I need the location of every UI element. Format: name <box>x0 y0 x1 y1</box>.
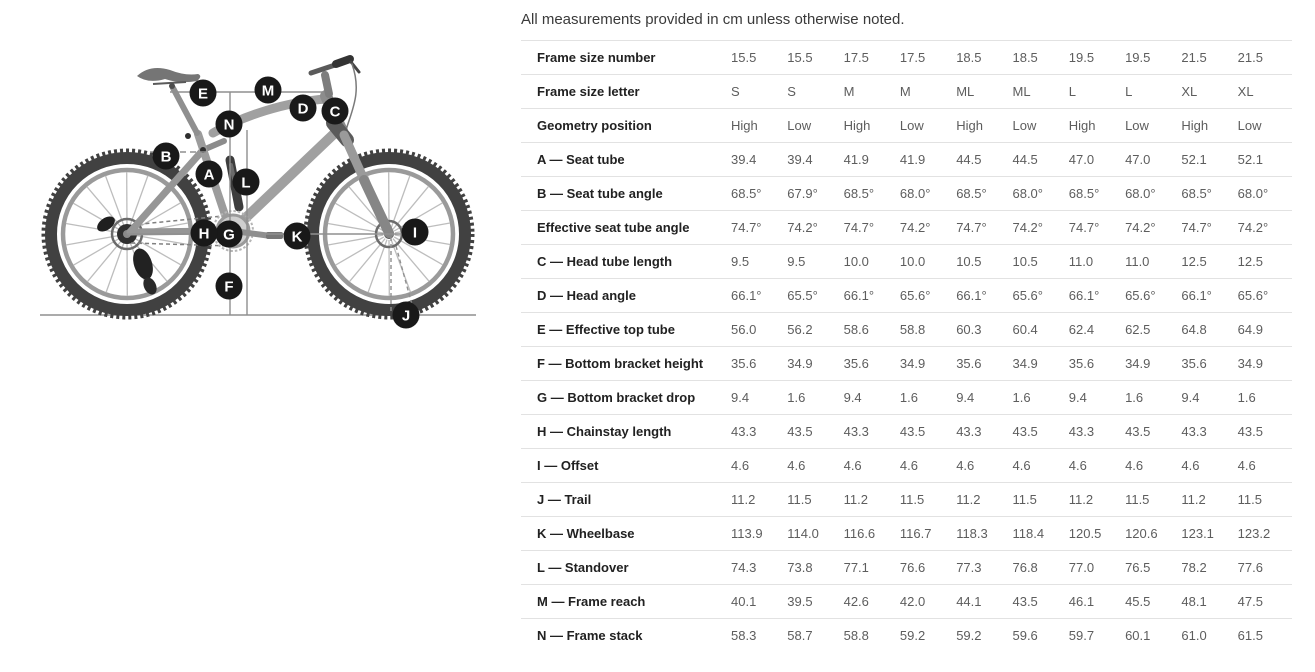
cell-value: 43.5 <box>1012 594 1038 609</box>
cell-value: 76.8 <box>1012 560 1038 575</box>
row-label: L — Standover <box>537 560 629 575</box>
cell-value: 68.5° <box>1068 186 1100 201</box>
bike-geometry-diagram <box>0 0 505 672</box>
diagram-label-I <box>402 219 429 246</box>
cell-value: 19.5 <box>1068 50 1095 65</box>
diagram-label-A <box>196 161 223 188</box>
cell-value: Low <box>787 118 812 133</box>
cell-value: 11.2 <box>1068 492 1094 507</box>
table-row <box>521 143 1292 177</box>
cell-value: Low <box>899 118 924 133</box>
cell-value: 60.1 <box>1125 628 1151 643</box>
cell-value: 43.5 <box>1012 424 1038 439</box>
grip <box>336 59 350 64</box>
label-letter: J <box>401 307 411 325</box>
cell-value: 10.5 <box>956 254 982 269</box>
cell-value: 78.2 <box>1181 560 1207 575</box>
diagram-label-B <box>153 143 180 170</box>
cell-value: 4.6 <box>1237 458 1256 473</box>
cell-value: 17.5 <box>843 50 869 65</box>
label-letter: F <box>224 278 234 296</box>
label-letter: H <box>198 225 210 243</box>
diagram-label-L <box>233 169 260 196</box>
cell-value: 61.5 <box>1237 628 1263 643</box>
cell-value: 66.1° <box>1181 288 1212 303</box>
diagram-label-J <box>393 302 420 329</box>
cell-value: 66.1° <box>1068 288 1100 303</box>
row-label: A — Seat tube <box>537 152 625 167</box>
row-label: C — Head tube length <box>537 254 673 269</box>
cell-value: 34.9 <box>1125 356 1151 371</box>
geometry-table-body <box>521 41 1292 653</box>
cell-value: 52.1 <box>1181 152 1207 167</box>
cell-value: M <box>843 84 855 99</box>
cell-value: 43.3 <box>1181 424 1207 439</box>
cell-value: 19.5 <box>1125 50 1151 65</box>
label-letter: L <box>241 174 251 192</box>
cell-value: M <box>899 84 911 99</box>
cell-value: 65.6° <box>1125 288 1156 303</box>
cell-value: Low <box>1237 118 1262 133</box>
cell-value: 77.6 <box>1237 560 1263 575</box>
cell-value: 74.7° <box>843 220 875 235</box>
row-label: Frame size number <box>537 50 656 65</box>
cell-value: 74.3 <box>731 560 757 575</box>
spoke <box>328 224 383 234</box>
cell-value: ML <box>1012 84 1031 99</box>
cell-value: 43.3 <box>843 424 869 439</box>
cell-value: 18.5 <box>1012 50 1038 65</box>
cell-value: 62.5 <box>1125 322 1151 337</box>
cell-value: 11.5 <box>1125 492 1150 507</box>
cell-value: 9.4 <box>731 390 750 405</box>
cell-value: High <box>731 118 758 133</box>
cell-value: 4.6 <box>956 458 975 473</box>
brake-cable <box>346 64 356 130</box>
row-label: M — Frame reach <box>537 594 646 609</box>
cell-value: 9.4 <box>1068 390 1087 405</box>
cell-value: S <box>787 84 796 99</box>
label-letter: E <box>197 85 209 103</box>
cell-value: 4.6 <box>1181 458 1200 473</box>
cell-value: 64.9 <box>1237 322 1263 337</box>
cell-value: 35.6 <box>1068 356 1095 371</box>
table-row <box>521 279 1292 313</box>
table-row <box>521 245 1292 279</box>
cell-value: 47.5 <box>1237 594 1263 609</box>
cell-value: 35.6 <box>843 356 869 371</box>
row-label: G — Bottom bracket drop <box>537 390 696 405</box>
cell-value: 74.2° <box>787 220 818 235</box>
cell-value: 74.7° <box>1068 220 1100 235</box>
cell-value: 56.0 <box>731 322 757 337</box>
cell-value: 48.1 <box>1181 594 1207 609</box>
cell-value: 74.7° <box>1181 220 1212 235</box>
cell-value: 4.6 <box>1012 458 1031 473</box>
cell-value: 77.1 <box>843 560 869 575</box>
cell-value: 42.6 <box>843 594 869 609</box>
pedal-icon <box>266 232 283 239</box>
table-row <box>521 551 1292 585</box>
cell-value: XL <box>1237 84 1254 99</box>
table-row <box>521 41 1292 75</box>
diagram-label-H <box>191 220 218 247</box>
cell-value: 9.5 <box>787 254 806 269</box>
cell-value: High <box>843 118 871 133</box>
cell-value: 9.4 <box>843 390 862 405</box>
cell-value: 120.6 <box>1125 526 1158 541</box>
cell-value: 43.3 <box>731 424 757 439</box>
diagram-label-M <box>255 77 282 104</box>
table-row <box>521 381 1292 415</box>
cell-value: 41.9 <box>899 152 926 167</box>
diagram-label-D <box>290 95 317 122</box>
cell-value: 59.6 <box>1012 628 1038 643</box>
cell-value: 4.6 <box>899 458 918 473</box>
cell-value: 66.1° <box>843 288 875 303</box>
row-label: Geometry position <box>537 118 652 133</box>
cell-value: 74.7° <box>731 220 762 235</box>
label-letter: M <box>261 82 275 100</box>
cell-value: 43.3 <box>956 424 982 439</box>
cell-value: 21.5 <box>1181 50 1207 65</box>
cell-value: 65.5° <box>787 288 818 303</box>
cell-value: 43.5 <box>1125 424 1151 439</box>
cell-value: 44.5 <box>1012 152 1038 167</box>
cell-value: 120.5 <box>1068 526 1102 541</box>
cell-value: 59.7 <box>1068 628 1095 643</box>
cell-value: 66.1° <box>731 288 762 303</box>
cell-value: 18.5 <box>956 50 982 65</box>
cell-value: 77.3 <box>956 560 982 575</box>
cell-value: 34.9 <box>787 356 813 371</box>
saddle-icon <box>137 68 200 82</box>
label-letter: D <box>297 100 309 118</box>
cell-value: L <box>1125 84 1133 99</box>
cell-value: 34.9 <box>1012 356 1038 371</box>
cell-value: 62.4 <box>1068 322 1095 337</box>
diagram-label-E <box>190 80 217 107</box>
cell-value: 116.6 <box>843 526 876 541</box>
cell-value: 15.5 <box>731 50 757 65</box>
cell-value: 11.2 <box>1181 492 1206 507</box>
cell-value: 39.4 <box>787 152 813 167</box>
diagram-label-K <box>284 223 311 250</box>
cell-value: 114.0 <box>787 526 819 541</box>
cell-value: 59.2 <box>899 628 926 643</box>
table-row <box>521 585 1292 619</box>
cell-value: 118.4 <box>1012 526 1045 541</box>
cell-value: S <box>731 84 740 99</box>
row-label: Frame size letter <box>537 84 640 99</box>
cell-value: 9.4 <box>956 390 975 405</box>
cell-value: 4.6 <box>731 458 750 473</box>
cell-value: 67.9° <box>787 186 818 201</box>
cell-value: 68.5° <box>843 186 875 201</box>
cell-value: 73.8 <box>787 560 813 575</box>
cell-value: 12.5 <box>1181 254 1207 269</box>
table-row <box>521 449 1292 483</box>
cell-value: 123.1 <box>1181 526 1214 541</box>
cell-value: 1.6 <box>899 390 918 405</box>
cell-value: 12.5 <box>1237 254 1263 269</box>
cell-value: 11.5 <box>899 492 925 507</box>
cell-value: 9.4 <box>1181 390 1200 405</box>
cell-value: 68.5° <box>1181 186 1212 201</box>
cell-value: 40.1 <box>731 594 757 609</box>
cell-value: 74.2° <box>1125 220 1156 235</box>
cell-value: 58.6 <box>843 322 869 337</box>
cell-value: 43.5 <box>787 424 813 439</box>
geometry-panel <box>521 0 1292 672</box>
label-letter: K <box>291 228 303 246</box>
pivot-bolt <box>185 133 191 139</box>
label-letter: A <box>203 166 215 184</box>
row-label: Effective seat tube angle <box>537 220 690 235</box>
cell-value: ML <box>956 84 975 99</box>
cell-value: 21.5 <box>1237 50 1263 65</box>
diagram-label-G <box>216 221 243 248</box>
diagram-label-F <box>216 273 243 300</box>
cell-value: Low <box>1012 118 1037 133</box>
spoke <box>328 235 383 245</box>
row-label: J — Trail <box>537 492 592 507</box>
cell-value: 11.2 <box>731 492 756 507</box>
cell-value: 11.2 <box>843 492 868 507</box>
cell-value: 64.8 <box>1181 322 1207 337</box>
cell-value: 58.7 <box>787 628 813 643</box>
cell-value: 41.9 <box>843 152 869 167</box>
cell-value: 47.0 <box>1068 152 1095 167</box>
label-letter: G <box>223 226 235 244</box>
cell-value: 45.5 <box>1125 594 1151 609</box>
cell-value: XL <box>1181 84 1198 99</box>
cell-value: 35.6 <box>956 356 982 371</box>
cell-value: 74.2° <box>1012 220 1043 235</box>
cell-value: 1.6 <box>1012 390 1031 405</box>
cell-value: 10.0 <box>899 254 926 269</box>
row-label: D — Head angle <box>537 288 636 303</box>
cell-value: 74.2° <box>1237 220 1269 235</box>
cell-value: 68.0° <box>1237 186 1269 201</box>
cell-value: 74.7° <box>956 220 987 235</box>
cell-value: High <box>956 118 983 133</box>
cell-value: 65.6° <box>1012 288 1043 303</box>
table-row <box>521 75 1292 109</box>
cell-value: 59.2 <box>956 628 982 643</box>
cell-value: 68.0° <box>1012 186 1043 201</box>
cell-value: L <box>1068 84 1077 99</box>
cell-value: 10.5 <box>1012 254 1038 269</box>
geometry-table <box>521 40 1292 652</box>
measurement-note: All measurements provided in cm unless otherwise noted. <box>521 11 905 28</box>
cell-value: 39.5 <box>787 594 813 609</box>
cell-value: 76.6 <box>899 560 926 575</box>
cell-value: 44.5 <box>956 152 982 167</box>
row-label: B — Seat tube angle <box>537 186 663 201</box>
cell-value: 4.6 <box>787 458 806 473</box>
cell-value: 10.0 <box>843 254 869 269</box>
cell-value: 52.1 <box>1237 152 1263 167</box>
row-label: F — Bottom bracket height <box>537 356 704 371</box>
cell-value: 116.7 <box>899 526 932 541</box>
cell-value: 58.3 <box>731 628 757 643</box>
cell-value: 35.6 <box>731 356 757 371</box>
cell-value: 35.6 <box>1181 356 1207 371</box>
cell-value: 65.6° <box>1237 288 1269 303</box>
cell-value: 123.2 <box>1237 526 1271 541</box>
stem <box>325 75 329 94</box>
cell-value: 4.6 <box>1125 458 1144 473</box>
table-row <box>521 313 1292 347</box>
row-label: K — Wheelbase <box>537 526 635 541</box>
spoke <box>335 237 383 265</box>
table-row <box>521 483 1292 517</box>
cell-value: 76.5 <box>1125 560 1151 575</box>
row-label: N — Frame stack <box>537 628 643 643</box>
cell-value: 43.3 <box>1068 424 1095 439</box>
cell-value: 60.3 <box>956 322 982 337</box>
cell-value: 43.5 <box>1237 424 1263 439</box>
cell-value: 11.0 <box>1125 254 1150 269</box>
cell-value: 34.9 <box>899 356 926 371</box>
saddle-seatpost <box>137 68 200 133</box>
row-label: H — Chainstay length <box>537 424 672 439</box>
cell-value: 4.6 <box>843 458 862 473</box>
cell-value: 11.5 <box>1237 492 1263 507</box>
table-row <box>521 177 1292 211</box>
cell-value: 15.5 <box>787 50 813 65</box>
table-row <box>521 211 1292 245</box>
cell-value: Low <box>1125 118 1149 133</box>
row-label: E — Effective top tube <box>537 322 675 337</box>
table-row <box>521 347 1292 381</box>
cell-value: 68.5° <box>731 186 762 201</box>
cell-value: 118.3 <box>956 526 988 541</box>
cell-value: 39.4 <box>731 152 757 167</box>
cell-value: 9.5 <box>731 254 750 269</box>
cell-value: 11.5 <box>1012 492 1037 507</box>
cell-value: 113.9 <box>731 526 763 541</box>
cell-value: High <box>1068 118 1096 133</box>
cell-value: 34.9 <box>1237 356 1263 371</box>
cell-value: 11.2 <box>956 492 981 507</box>
cell-value: 11.0 <box>1068 254 1094 269</box>
cell-value: 1.6 <box>1237 390 1256 405</box>
table-row <box>521 109 1292 143</box>
cell-value: 68.0° <box>899 186 931 201</box>
bike-diagram-svg <box>0 0 505 345</box>
cell-value: High <box>1181 118 1209 133</box>
cell-value: 11.5 <box>787 492 812 507</box>
cell-value: 56.2 <box>787 322 813 337</box>
cell-value: 58.8 <box>899 322 926 337</box>
cell-value: 77.0 <box>1068 560 1095 575</box>
cell-value: 66.1° <box>956 288 987 303</box>
label-letter: N <box>223 116 235 134</box>
cell-value: 47.0 <box>1125 152 1151 167</box>
cell-value: 74.2° <box>899 220 931 235</box>
table-row <box>521 517 1292 551</box>
cell-value: 43.5 <box>899 424 926 439</box>
cell-value: 61.0 <box>1181 628 1207 643</box>
table-row <box>521 619 1292 653</box>
label-letter: B <box>160 148 172 166</box>
cell-value: 65.6° <box>899 288 931 303</box>
cell-value: 1.6 <box>787 390 806 405</box>
label-letter: C <box>329 103 341 121</box>
cell-value: 44.1 <box>956 594 982 609</box>
diagram-label-N <box>216 111 243 138</box>
row-label: I — Offset <box>537 458 599 473</box>
cell-value: 60.4 <box>1012 322 1038 337</box>
cell-value: 58.8 <box>843 628 869 643</box>
cell-value: 46.1 <box>1068 594 1095 609</box>
label-letter: I <box>412 224 418 242</box>
cell-value: 4.6 <box>1068 458 1087 473</box>
table-row <box>521 415 1292 449</box>
fork-lower-leg <box>364 180 389 233</box>
cell-value: 42.0 <box>899 594 926 609</box>
diagram-label-C <box>322 98 349 125</box>
cell-value: 17.5 <box>899 50 926 65</box>
cell-value: 68.0° <box>1125 186 1156 201</box>
cell-value: 68.5° <box>956 186 987 201</box>
cell-value: 1.6 <box>1125 390 1144 405</box>
